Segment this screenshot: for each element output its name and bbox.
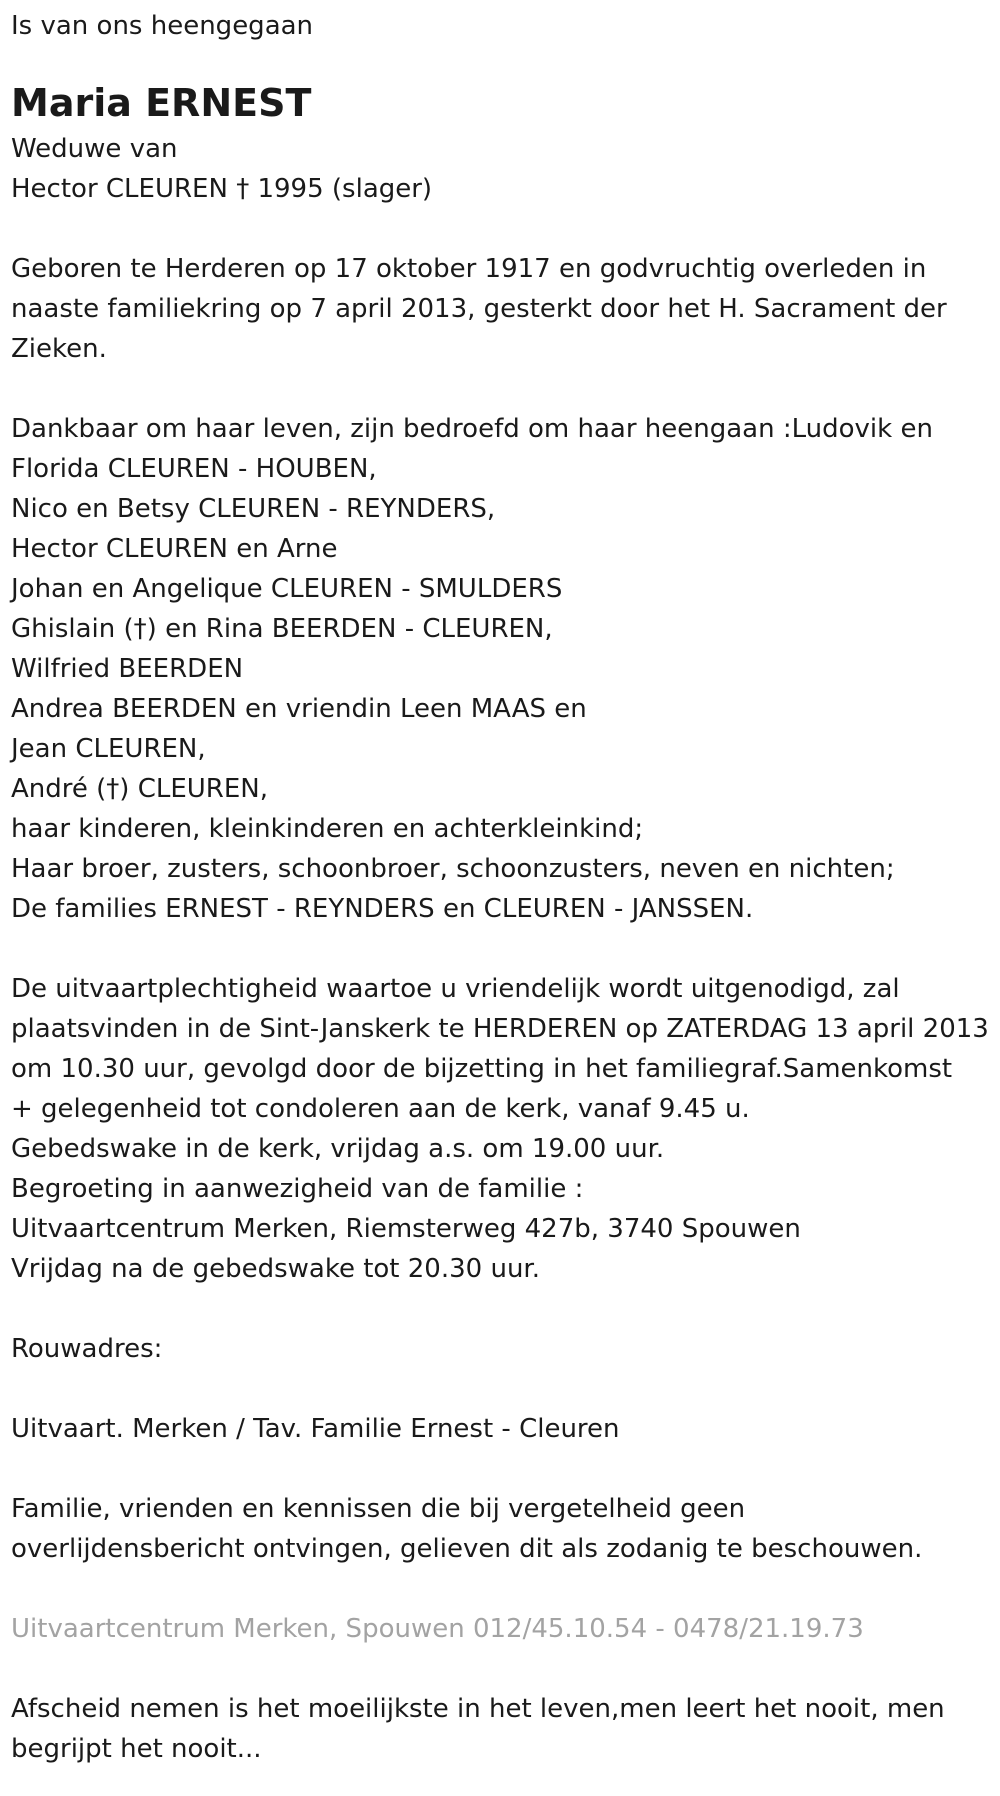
spacer <box>11 369 1000 409</box>
spouse-name: Hector CLEUREN † 1995 (slager) <box>11 174 433 204</box>
family-line: Ghislain (†) en Rina BEERDEN - CLEUREN, <box>11 614 553 644</box>
family-line: Haar broer, zusters, schoonbroer, schoonzusters, neven en nichten; <box>11 854 895 884</box>
death-notice <box>0 6 1000 1796</box>
notice-paragraph <box>11 1489 1000 1569</box>
birth-line: Zieken. <box>11 334 107 364</box>
family-line: De families ERNEST - REYNDERS en CLEUREN - JANSSEN. <box>11 894 754 924</box>
funeral-line: Gebedswake in de kerk, vrijdag a.s. om 19.00 uur. <box>11 1134 665 1164</box>
family-line: Jean CLEUREN, <box>11 734 206 764</box>
closing-line: Afscheid nemen is het moeilijkste in het leven,men leert het nooit, men <box>11 1694 945 1724</box>
birth-line: naaste familiekring op 7 april 2013, gesterkt door het H. Sacrament der <box>11 294 947 324</box>
spacer <box>11 1449 1000 1489</box>
family-line: Dankbaar om haar leven, zijn bedroefd om haar heengaan :Ludovik en <box>11 414 933 444</box>
family-paragraph <box>11 409 1000 929</box>
family-line: Johan en Angelique CLEUREN - SMULDERS <box>11 574 563 604</box>
family-line: haar kinderen, kleinkinderen en achterkleinkind; <box>11 814 644 844</box>
spacer <box>11 209 1000 249</box>
family-line: André (†) CLEUREN, <box>11 774 269 804</box>
birth-line: Geboren te Herderen op 17 oktober 1917 en godvruchtig overleden in <box>11 254 927 284</box>
mourning-address: Uitvaart. Merken / Tav. Familie Ernest - Cleuren <box>11 1414 620 1444</box>
funeral-line: De uitvaartplechtigheid waartoe u vriendelijk wordt uitgenodigd, zal <box>11 974 900 1004</box>
notice-line: Familie, vrienden en kennissen die bij vergetelheid geen <box>11 1494 746 1524</box>
funeral-line: plaatsvinden in de Sint-Janskerk te HERDEREN op ZATERDAG 13 april 2013 <box>11 1014 989 1044</box>
family-line: Florida CLEUREN - HOUBEN, <box>11 454 377 484</box>
family-line: Hector CLEUREN en Arne <box>11 534 338 564</box>
closing-paragraph <box>11 1689 1000 1769</box>
notice-line: overlijdensbericht ontvingen, gelieven dit als zodanig te beschouwen. <box>11 1534 923 1564</box>
family-line: Nico en Betsy CLEUREN - REYNDERS, <box>11 494 496 524</box>
funeral-line: Vrijdag na de gebedswake tot 20.30 uur. <box>11 1254 540 1284</box>
intro-text: Is van ons heengegaan <box>11 11 314 41</box>
family-line: Wilfried BEERDEN <box>11 654 244 684</box>
funeral-line: Uitvaartcentrum Merken, Riemsterweg 427b, 3740 Spouwen <box>11 1214 801 1244</box>
funeral-line: om 10.30 uur, gevolgd door de bijzetting in het familiegraf.Samenkomst <box>11 1054 953 1084</box>
family-line: Andrea BEERDEN en vriendin Leen MAAS en <box>11 694 587 724</box>
spacer <box>11 1649 1000 1689</box>
spacer <box>11 1369 1000 1409</box>
spacer <box>11 929 1000 969</box>
birth-paragraph <box>11 249 1000 369</box>
closing-line: begrijpt het nooit... <box>11 1734 262 1764</box>
deceased-name: Maria ERNEST <box>11 81 312 125</box>
funeral-line: + gelegenheid tot condoleren aan de kerk, vanaf 9.45 u. <box>11 1094 750 1124</box>
mourning-address-label: Rouwadres: <box>11 1334 163 1364</box>
spacer <box>11 1289 1000 1329</box>
funeral-line: Begroeting in aanwezigheid van de familie : <box>11 1174 584 1204</box>
spacer <box>11 1569 1000 1609</box>
funeral-paragraph <box>11 969 1000 1289</box>
spouse-label: Weduwe van <box>11 134 178 164</box>
funeral-home-contact: Uitvaartcentrum Merken, Spouwen 012/45.10.54 - 0478/21.19.73 <box>11 1614 864 1644</box>
